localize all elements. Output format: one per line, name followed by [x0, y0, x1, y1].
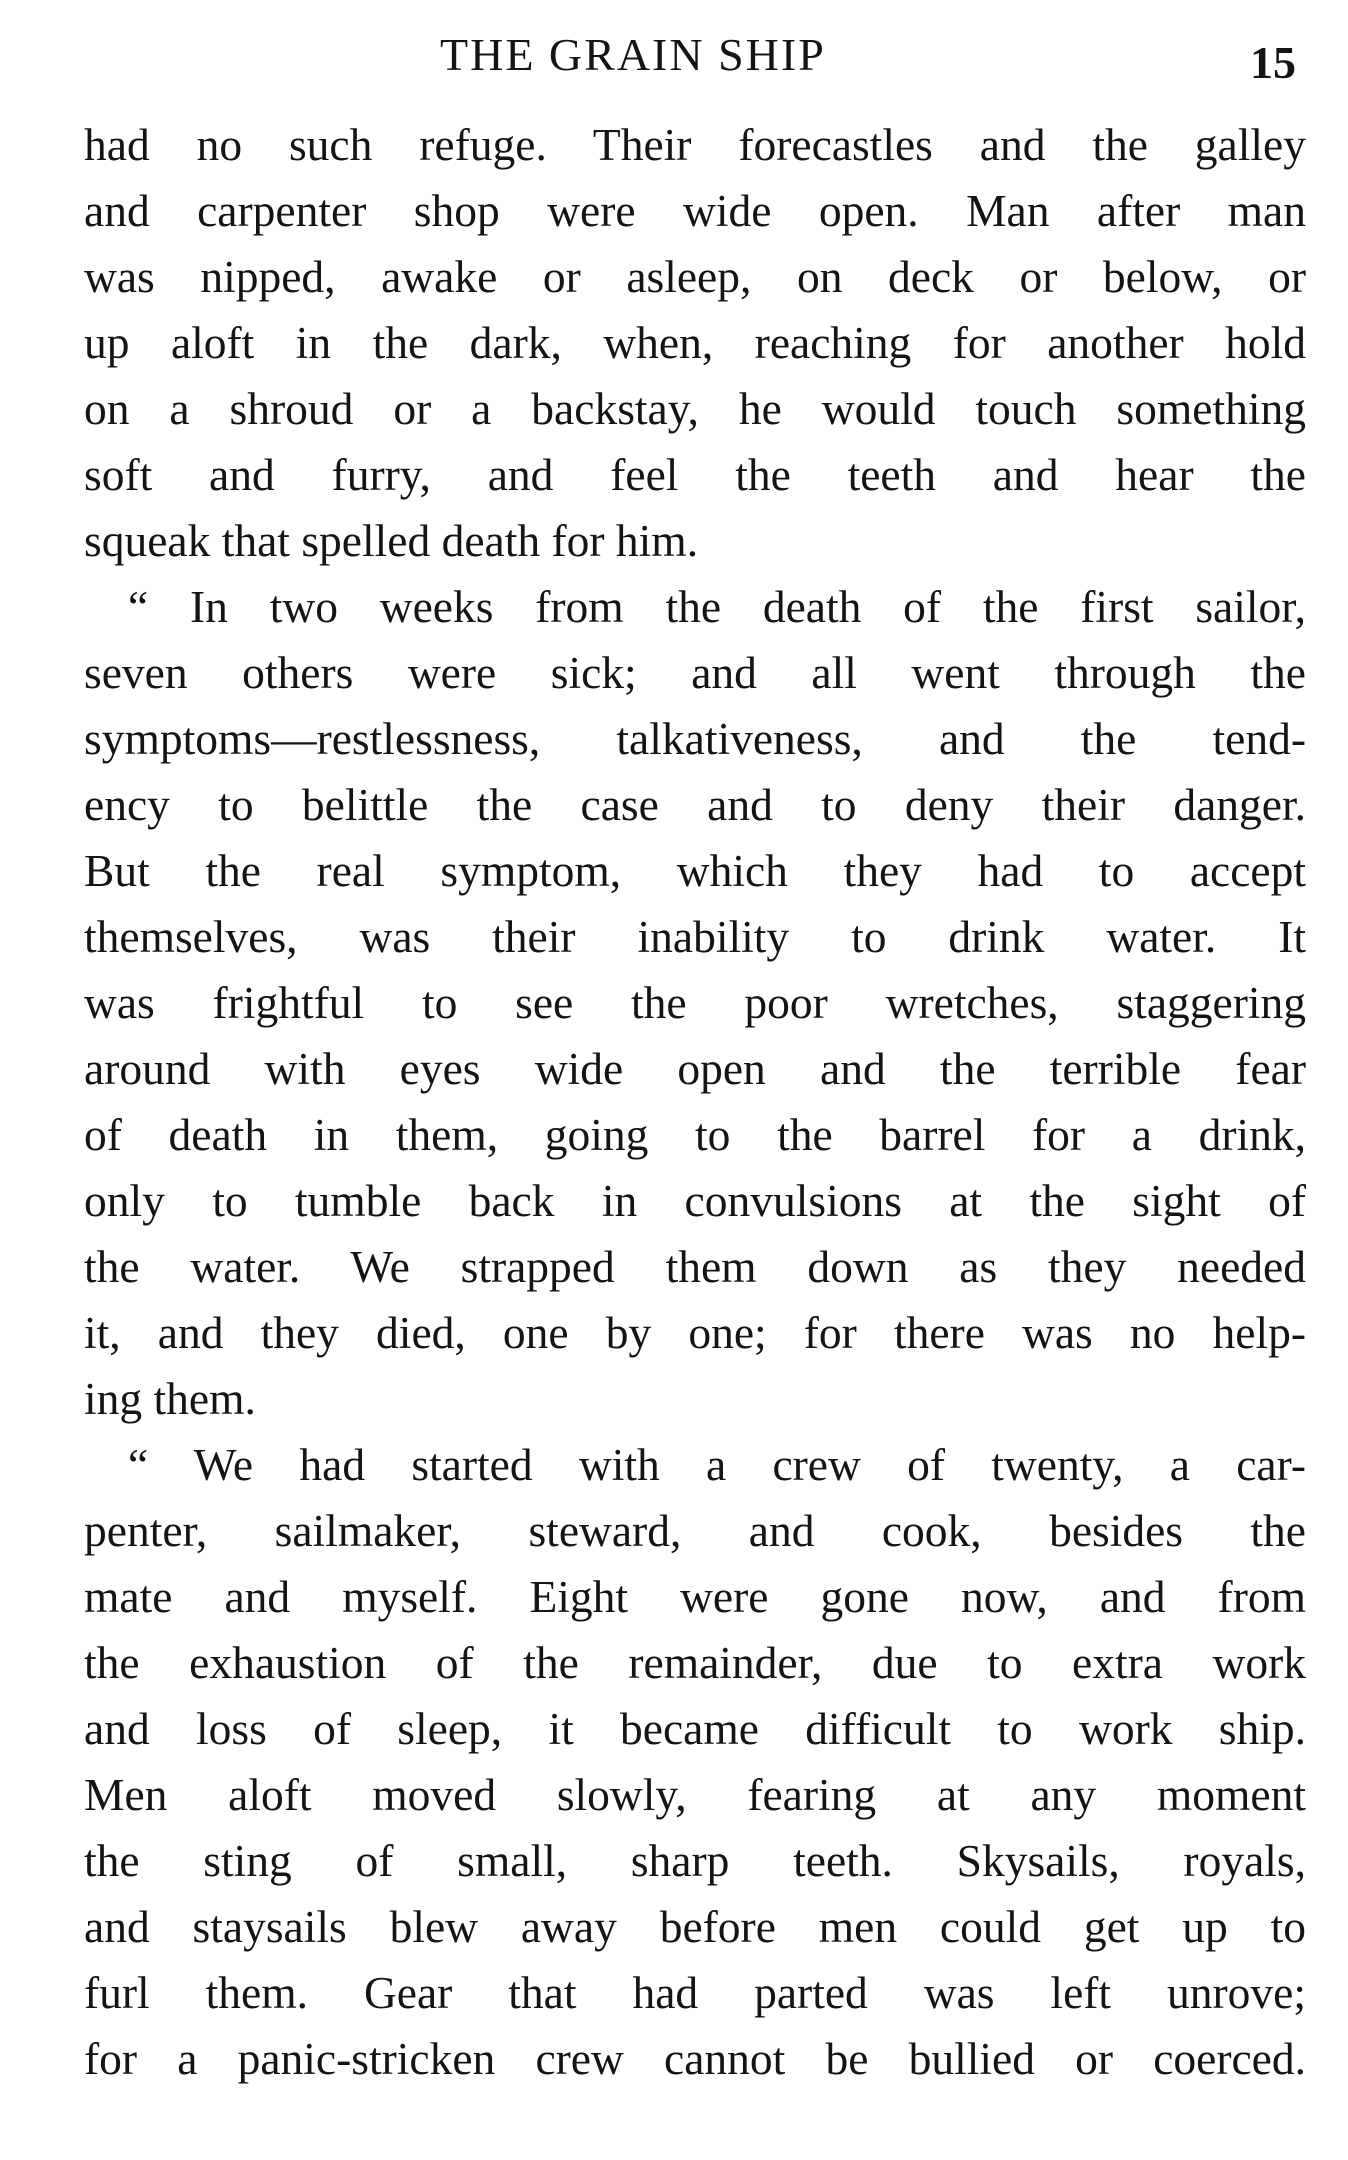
text-line: the exhaustion of the remainder, due to extra work: [84, 1637, 1306, 1688]
text-line: seven others were sick; and all went through the: [84, 647, 1306, 698]
text-line: the water. We strapped them down as they needed: [84, 1241, 1306, 1292]
text-line: the sting of small, sharp teeth. Skysails, royals,: [84, 1835, 1306, 1886]
running-head: [0, 20, 1348, 90]
page-number: 15: [1250, 37, 1296, 88]
text-line: Men aloft moved slowly, fearing at any moment: [84, 1769, 1306, 1820]
text-line: only to tumble back in convulsions at the sight of: [84, 1175, 1306, 1226]
text-line: ing them.: [84, 1373, 256, 1424]
text-line: soft and furry, and feel the teeth and hear the: [84, 449, 1306, 500]
text-line: was frightful to see the poor wretches, staggering: [84, 977, 1306, 1028]
text-line: and staysails blew away before men could get up to: [84, 1901, 1306, 1952]
text-line: and loss of sleep, it became difficult to work ship.: [84, 1703, 1306, 1754]
running-title: THE GRAIN SHIP: [440, 29, 826, 80]
text-line: themselves, was their inability to drink water. It: [84, 911, 1306, 962]
text-line: on a shroud or a backstay, he would touch something: [84, 383, 1306, 434]
text-line: up aloft in the dark, when, reaching for another hold: [84, 317, 1306, 368]
text-line: But the real symptom, which they had to accept: [84, 845, 1306, 896]
text-line: for a panic-stricken crew cannot be bullied or coerced.: [84, 2033, 1306, 2084]
text-line: furl them. Gear that had parted was left unrove;: [84, 1967, 1306, 2018]
text-line: and carpenter shop were wide open. Man after man: [84, 185, 1306, 236]
text-line: symptoms—restlessness, talkativeness, and the tend-: [84, 713, 1306, 764]
text-line: “ In two weeks from the death of the first sailor,: [128, 581, 1306, 632]
text-line: squeak that spelled death for him.: [84, 515, 699, 566]
body-text: [84, 112, 1306, 2092]
text-line: “ We had started with a crew of twenty, a car-: [128, 1439, 1306, 1490]
text-line: ency to belittle the case and to deny their danger.: [84, 779, 1306, 830]
text-line: of death in them, going to the barrel for a drink,: [84, 1109, 1306, 1160]
text-line: penter, sailmaker, steward, and cook, besides the: [84, 1505, 1306, 1556]
text-line: mate and myself. Eight were gone now, and from: [84, 1571, 1306, 1622]
text-line: had no such refuge. Their forecastles and the galley: [84, 119, 1306, 170]
text-line: around with eyes wide open and the terrible fear: [84, 1043, 1306, 1094]
text-line: was nipped, awake or asleep, on deck or below, or: [84, 251, 1306, 302]
text-line: it, and they died, one by one; for there was no help-: [84, 1307, 1306, 1358]
